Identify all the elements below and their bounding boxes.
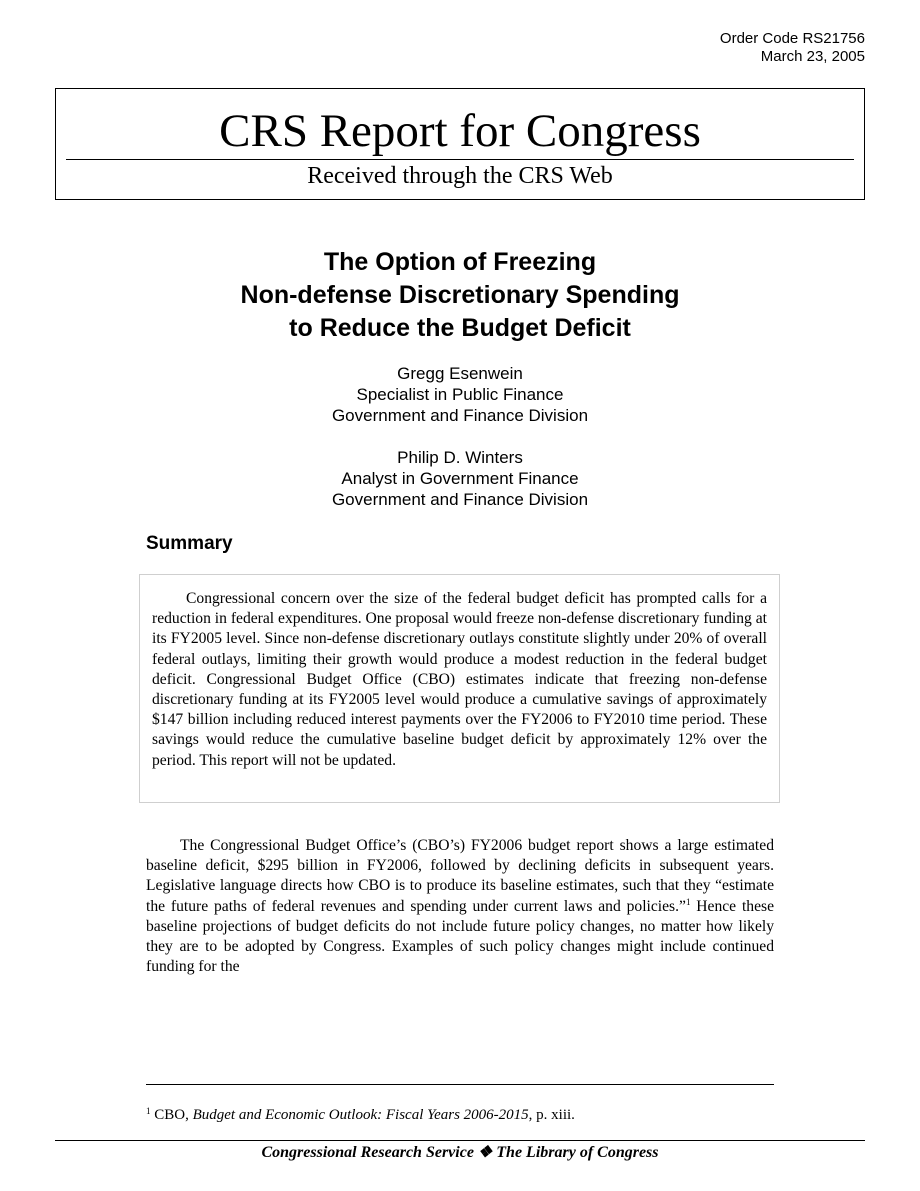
masthead-title: CRS Report for Congress <box>219 105 701 157</box>
masthead-subtitle: Received through the CRS Web <box>307 163 613 189</box>
footnote-suffix: , p. xiii. <box>528 1107 575 1123</box>
summary-box <box>139 574 780 803</box>
order-code-block <box>720 30 865 66</box>
summary-heading: Summary <box>146 533 233 554</box>
author-name: Gregg Esenwein <box>397 364 523 383</box>
page-footer: Congressional Research Service ❖ The Library of Congress <box>261 1144 659 1161</box>
footnote <box>146 1106 774 1125</box>
author-block <box>200 363 720 426</box>
author-division: Government and Finance Division <box>331 490 589 509</box>
body-paragraph-text <box>146 836 774 977</box>
title-line: Non-defense Discretionary Spending <box>240 281 680 309</box>
masthead-rule <box>66 159 854 160</box>
footnote-source-title: Budget and Economic Outlook: Fiscal Years 2006-2015 <box>192 1107 529 1123</box>
title-line: to Reduce the Budget Deficit <box>289 314 631 342</box>
order-code: Order Code RS21756 <box>719 30 865 47</box>
footnote-number: 1 <box>146 1106 151 1116</box>
footer-rule <box>55 1140 865 1141</box>
body-paragraph <box>146 836 774 977</box>
author-position: Analyst in Government Finance <box>341 469 579 488</box>
author-name: Philip D. Winters <box>397 448 523 467</box>
author-division: Government and Finance Division <box>331 406 589 425</box>
report-date: March 23, 2005 <box>760 48 865 65</box>
report-title <box>150 246 770 345</box>
title-line: The Option of Freezing <box>323 248 597 276</box>
summary-text: Congressional concern over the size of the federal budget deficit has prompted calls for a reduction in federal expenditures. One proposal would freeze non-defense discretionary funding at its FY2005 level. Since non-defense discretionary outlays constitute slightly under 20% of overall federal outlays, limiting their growth would produce a modest reduction in the federal budget deficit. Congressional Budget Office (CBO) estimates indicate that freezing non-defense discretionary funding at its FY2005 level would produce a cumulative savings of approximately $147 billion including reduced interest payments over the FY2006 to FY2010 time period. These savings would reduce the cumulative baseline budget deficit by approximately 12% over the period. This report will not be updated. <box>152 590 767 769</box>
author-block <box>200 447 720 510</box>
body-text-part: The Congressional Budget Office’s (CBO’s) FY2006 budget report shows a large estimated baseline deficit, $295 billion in FY2006, followed by declining deficits in subsequent years. Legislative language directs how CBO is to produce its baseline estimates, such that they “estimate the future paths of federal revenues and spending under current laws and policies.” <box>146 837 774 915</box>
body-text-part: Hence these baseline projections of budget deficits do not include future policy changes, no matter how likely they are to be adopted by Congress. Examples of such policy changes might include continued funding for the <box>146 897 774 976</box>
footnote-prefix: CBO, <box>150 1107 193 1123</box>
footnote-reference[interactable]: 1 <box>685 896 691 907</box>
footnote-rule <box>146 1084 774 1085</box>
author-position: Specialist in Public Finance <box>356 385 564 404</box>
masthead-box <box>55 88 865 200</box>
